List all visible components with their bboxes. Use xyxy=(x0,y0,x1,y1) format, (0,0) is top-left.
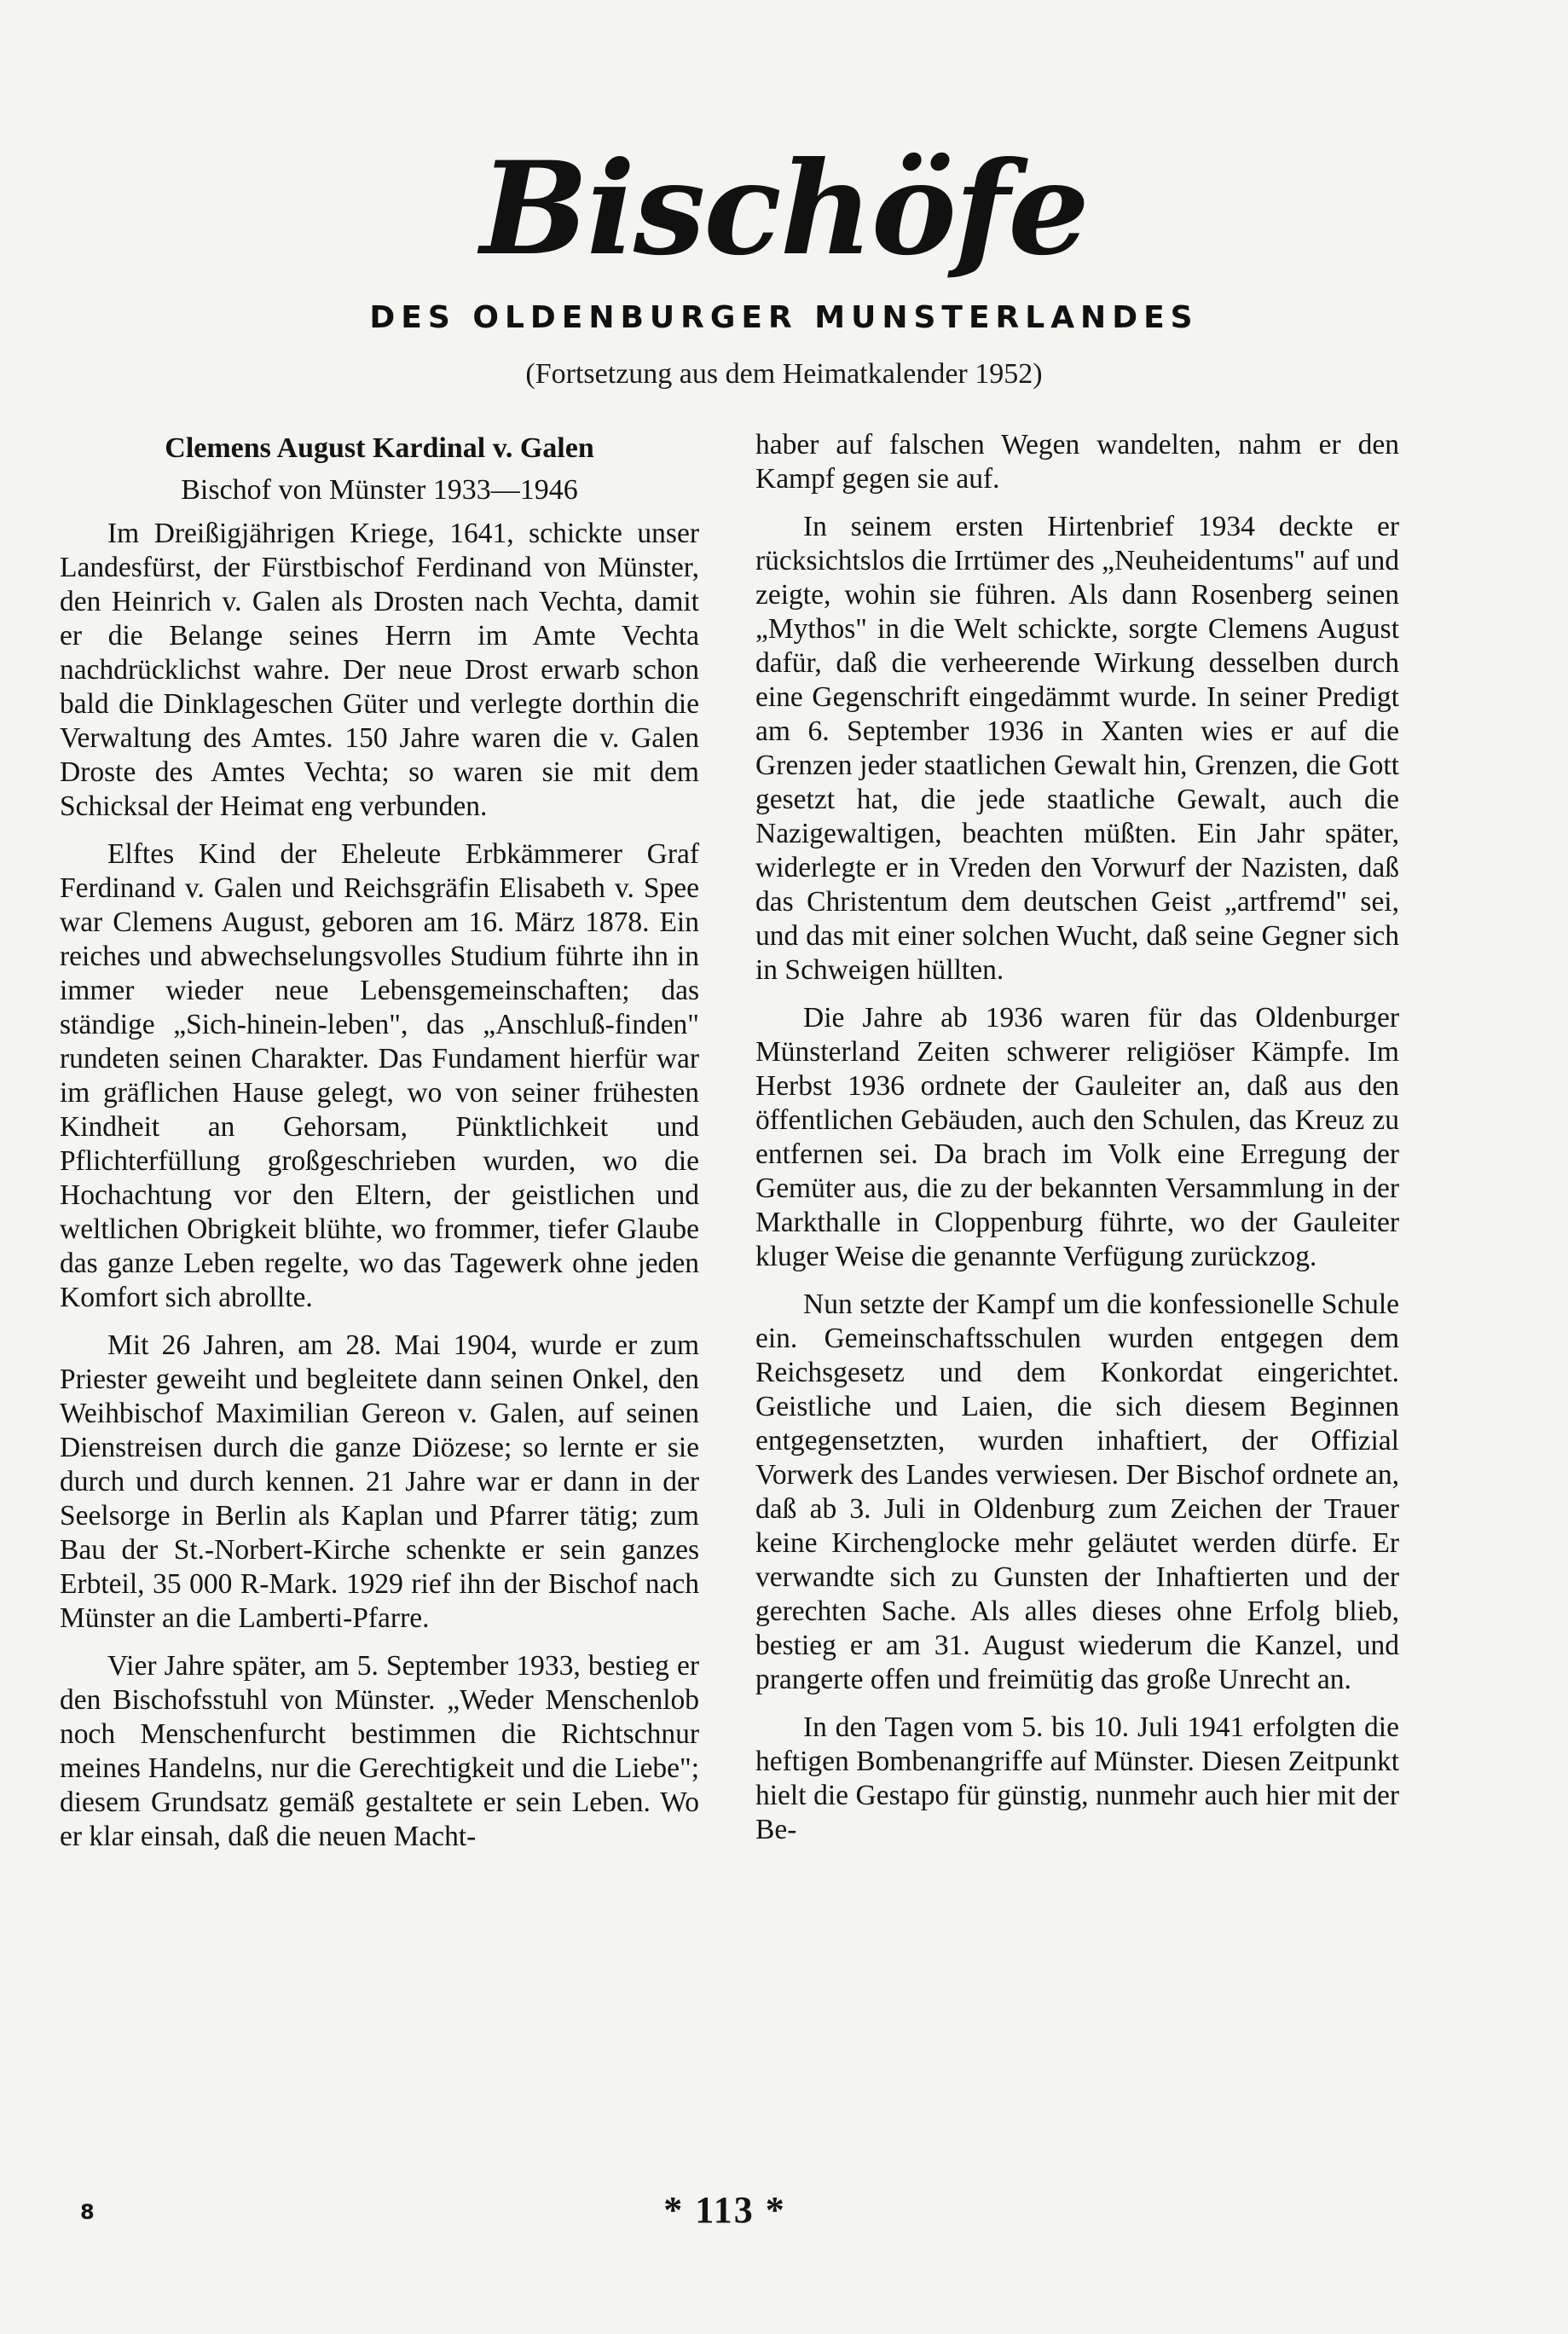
page-subtitle: DES OLDENBURGER MUNSTERLANDES xyxy=(369,300,1199,335)
paragraph: Vier Jahre später, am 5. September 1933, bestieg er den Bischofsstuhl von Münster. „Weder Menschenlob noch Menschenfurcht bestimmen die Richtschnur meines Handelns, nur die Gerechtigkeit und die Liebe"; diesem Grundsatz gemäß gestaltete er sein Leben. Wo er klar einsah, daß die neuen Macht- xyxy=(60,1650,699,1852)
paragraph: Im Dreißigjährigen Kriege, 1641, schickte unser Landesfürst, der Fürstbischof Ferdinand von Münster, den Heinrich v. Galen als Drosten nach Vechta, damit er die Belange seines Herrn im Amte Vechta nachdrücklichst wahre. Der neue Drost erwarb schon bald die Dinklageschen Güter und verlegte dorthin die Verwaltung des Amtes. 150 Jahre waren die v. Galen Droste des Amtes Vechta; so waren sie mit dem Schicksal der Heimat eng verbunden. xyxy=(60,518,699,822)
continuation-note: (Fortsetzung aus dem Heimatkalender 1952) xyxy=(525,358,1043,390)
paragraph: Mit 26 Jahren, am 28. Mai 1904, wurde er zum Priester geweiht und begleitete dann seinen Onkel, den Weihbischof Maximilian Gereon v. Galen, auf seinen Dienstreisen durch die ganze Diözese; so lernte er sie durch und durch kennen. 21 Jahre war er dann in der Seelsorge in Berlin als Kaplan und Pfarrer tätig; zum Bau der St.-Norbert-Kirche schenkte er sein ganzes Erbteil, 35 000 R-Mark. 1929 rief ihn der Bischof nach Münster an die Lamberti-Pfarre. xyxy=(60,1329,699,1634)
paragraph: Elftes Kind der Eheleute Erbkämmerer Graf Ferdinand v. Galen und Reichsgräfin Elisabeth v. Spee war Clemens August, geboren am 16. März 1878. Ein reiches und abwechselungsvolles Studium führte ihn in immer wieder neue Lebensgemeinschaften; das ständige „Sich-hinein-leben", das „Anschluß-finden" rundeten seinen Charakter. Das Fundament hierfür war im gräflichen Hause gelegt, wo von seiner frühesten Kindheit an Gehorsam, Pünktlichkeit und Pflichterfüllung großgeschrieben wurden, wo die Hochachtung vor den Eltern, der geistlichen und weltlichen Obrigkeit blühte, wo frommer, tiefer Glaube das ganze Leben regelte, wo das Tagewerk ohne jeden Komfort sich abrollte. xyxy=(60,838,699,1313)
right-column xyxy=(755,428,1399,1861)
signature-mark: 8 xyxy=(80,2200,95,2224)
page-title: Bischöfe xyxy=(480,134,1088,284)
paragraph: Die Jahre ab 1936 waren für das Oldenburger Münsterland Zeiten schwerer religiöser Kämpfe. Im Herbst 1936 ordnete der Gauleiter an, daß aus den öffentlichen Gebäuden, auch den Schulen, das Kreuz zu entfernen sei. Da brach im Volk eine Erregung der Gemüter aus, die zu der bekannten Versammlung in der Markthalle in Cloppenburg führte, wo der Gauleiter kluger Weise die genannte Verfügung zurückzog. xyxy=(755,1002,1399,1272)
paragraph: In den Tagen vom 5. bis 10. Juli 1941 erfolgten die heftigen Bombenangriffe auf Münster. Diesen Zeitpunkt hielt die Gestapo für günstig, nunmehr auch hier mit der Be- xyxy=(755,1711,1399,1845)
page-number: * 113 * xyxy=(663,2189,786,2231)
article-subheading: Bischof von Münster 1933—1946 xyxy=(181,474,578,506)
left-column xyxy=(60,428,699,1868)
article-heading: Clemens August Kardinal v. Galen xyxy=(165,432,594,464)
paragraph: Nun setzte der Kampf um die konfessionelle Schule ein. Gemeinschaftsschulen wurden entgegen dem Reichsgesetz und dem Konkordat eingerichtet. Geistliche und Laien, die sich diesem Beginnen entgegensetzten, wurden inhaftiert, der Offizial Vorwerk des Landes verwiesen. Der Bischof ordnete an, daß ab 3. Juli in Oldenburg zum Zeichen der Trauer keine Kirchenglocke mehr geläutet werden dürfe. Er verwandte sich zu Gunsten der Inhaftierten und der gerechten Sache. Als alles dieses ohne Erfolg blieb, bestieg er am 31. August wiederum die Kanzel, und prangerte offen und freimütig das große Unrecht an. xyxy=(755,1289,1399,1695)
paragraph: In seinem ersten Hirtenbrief 1934 deckte er rücksichtslos die Irrtümer des „Neuheidentums" auf und zeigte, wohin sie führen. Als dann Rosenberg seinen „Mythos" in die Welt schickte, sorgte Clemens August dafür, daß die verheerende Wirkung desselben durch eine Gegenschrift eingedämmt wurde. In seiner Predigt am 6. September 1936 in Xanten wies er auf die Grenzen jeder staatlichen Gewalt hin, Grenzen, die Gott gesetzt hat, die jede staatliche Gewalt, auch die Nazigewaltigen, beachten müßten. Ein Jahr später, widerlegte er in Vreden den Vorwurf der Nazisten, daß das Christentum dem deutschen Geist „artfremd" sei, und das mit einer solchen Wucht, daß seine Gegner sich in Schweigen hüllten. xyxy=(755,511,1399,986)
paragraph-continuation: haber auf falschen Wegen wandelten, nahm er den Kampf gegen sie auf. xyxy=(755,429,1399,495)
